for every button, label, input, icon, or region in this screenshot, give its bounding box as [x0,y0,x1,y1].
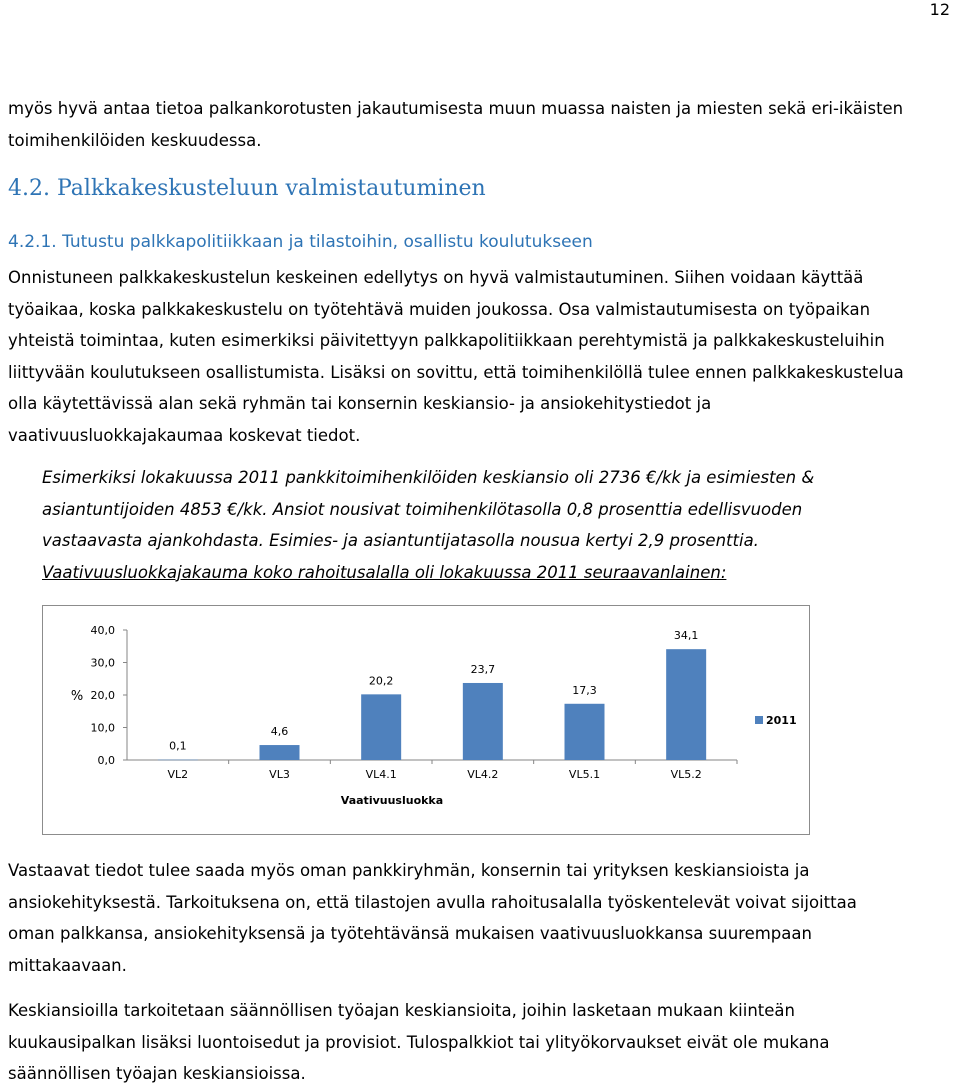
body-line: säännöllisen työajan keskiansioissa. [8,1064,306,1084]
subsection-heading: 4.2.1. Tutustu palkkapolitiikkaan ja tilastoihin, osallistu koulutukseen [8,232,593,252]
body-line: vaativuusluokkajakaumaa koskevat tiedot. [8,425,361,445]
page-number: 12 [929,0,950,19]
body-paragraph-1 [8,262,946,452]
x-tick-label: VL4.1 [365,768,397,781]
bar-VL4.1 [361,694,401,760]
intro-line: myös hyvä antaa tietoa palkankorotusten jakautumisesta muun muassa naisten ja miesten sekä eri-ikäisten [8,99,904,118]
data-label: 23,7 [470,662,496,676]
x-axis-label: Vaativuusluokka [340,794,444,807]
y-tick-label: 40,0 [90,624,115,637]
x-tick-label: VL2 [167,768,189,781]
example-line: vastaavasta ajankohdasta. Esimies- ja asiantuntijatasolla nousua kertyi 2,9 prosenttia. [42,531,759,551]
intro-line: toimihenkilöiden keskuudessa. [8,130,262,150]
x-tick-label: VL5.1 [568,768,601,781]
body-paragraph-3 [8,995,946,1090]
section-heading: 4.2. Palkkakeskusteluun valmistautuminen [8,176,486,201]
body-line: Onnistuneen palkkakeskustelun keskeinen edellytys on hyvä valmistautuminen. Siihen voidaan käyttää [8,268,864,287]
example-line-underlined: Vaativuusluokkajakauma koko rahoitusalalla oli lokakuussa 2011 seuraavanlainen: [42,562,727,582]
body-line: oman palkkansa, ansiokehityksensä ja työtehtävänsä mukaisen vaativuusluokkansa suurempaan [8,924,812,944]
bar-VL3 [260,745,300,760]
data-label: 0,1 [169,739,187,753]
body-line: olla käytettävissä alan sekä ryhmän tai konsernin keskiansio- ja ansiokehitystiedot ja [8,394,712,414]
body-line: kuukausipalkan lisäksi luontoisedut ja provisiot. Tulospalkkiot tai ylityökorvaukset eivät ole mukana [8,1032,830,1052]
chart-canvas [43,606,811,836]
bar-VL5.2 [666,649,706,760]
legend-label: 2011 [766,714,797,727]
legend-swatch [755,716,763,724]
x-tick-label: VL5.2 [670,768,702,781]
body-line: ansiokehityksestä. Tarkoituksena on, että tilastojen avulla rahoitusalalla työskentelevät voivat sijoittaa [8,892,857,912]
body-line: Keskiansioilla tarkoitetaan säännöllisen työajan keskiansioita, joihin lasketaan mukaan kiinteän [8,1001,795,1020]
example-line: asiantuntijoiden 4853 €/kk. Ansiot nousivat toimihenkilötasolla 0,8 prosenttia edellisvuoden [42,499,803,519]
bar-VL4.2 [463,683,503,760]
body-line: mittakaavaan. [8,955,127,975]
x-tick-label: VL4.2 [467,768,499,781]
x-tick-label: VL3 [269,768,290,781]
example-paragraph [42,462,946,588]
y-tick-label: 30,0 [90,656,115,670]
bar-VL5.1 [565,704,605,760]
y-tick-label: 20,0 [90,689,115,702]
body-paragraph-2 [8,855,946,981]
bar-chart [42,605,810,835]
data-label: 20,2 [368,674,394,688]
y-tick-label: 10,0 [90,721,115,735]
intro-paragraph [8,93,946,156]
bar-VL2 [158,760,198,761]
data-label: 4,6 [270,725,289,739]
data-label: 34,1 [673,629,699,643]
example-line: Esimerkiksi lokakuussa 2011 pankkitoimihenkilöiden keskiansio oli 2736 €/kk ja esimiesten & [42,468,815,487]
body-line: työaikaa, koska palkkakeskustelu on työtehtävä muiden joukossa. Osa valmistautumisesta on työpaikan [8,299,871,319]
data-label: 17,3 [572,683,597,697]
y-axis-label: % [70,689,84,704]
body-line: liittyvään koulutukseen osallistumista. Lisäksi on sovittu, että toimihenkilöllä tulee ennen palkkakeskustelua [8,362,904,382]
body-line: Vastaavat tiedot tulee saada myös oman pankkiryhmän, konsernin tai yrityksen keskiansioista ja [8,861,810,880]
y-tick-label: 0,0 [97,754,115,767]
body-line: yhteistä toimintaa, kuten esimerkiksi päivitettyyn palkkapolitiikkaan perehtymistä ja palkkakeskusteluihin [8,331,885,351]
